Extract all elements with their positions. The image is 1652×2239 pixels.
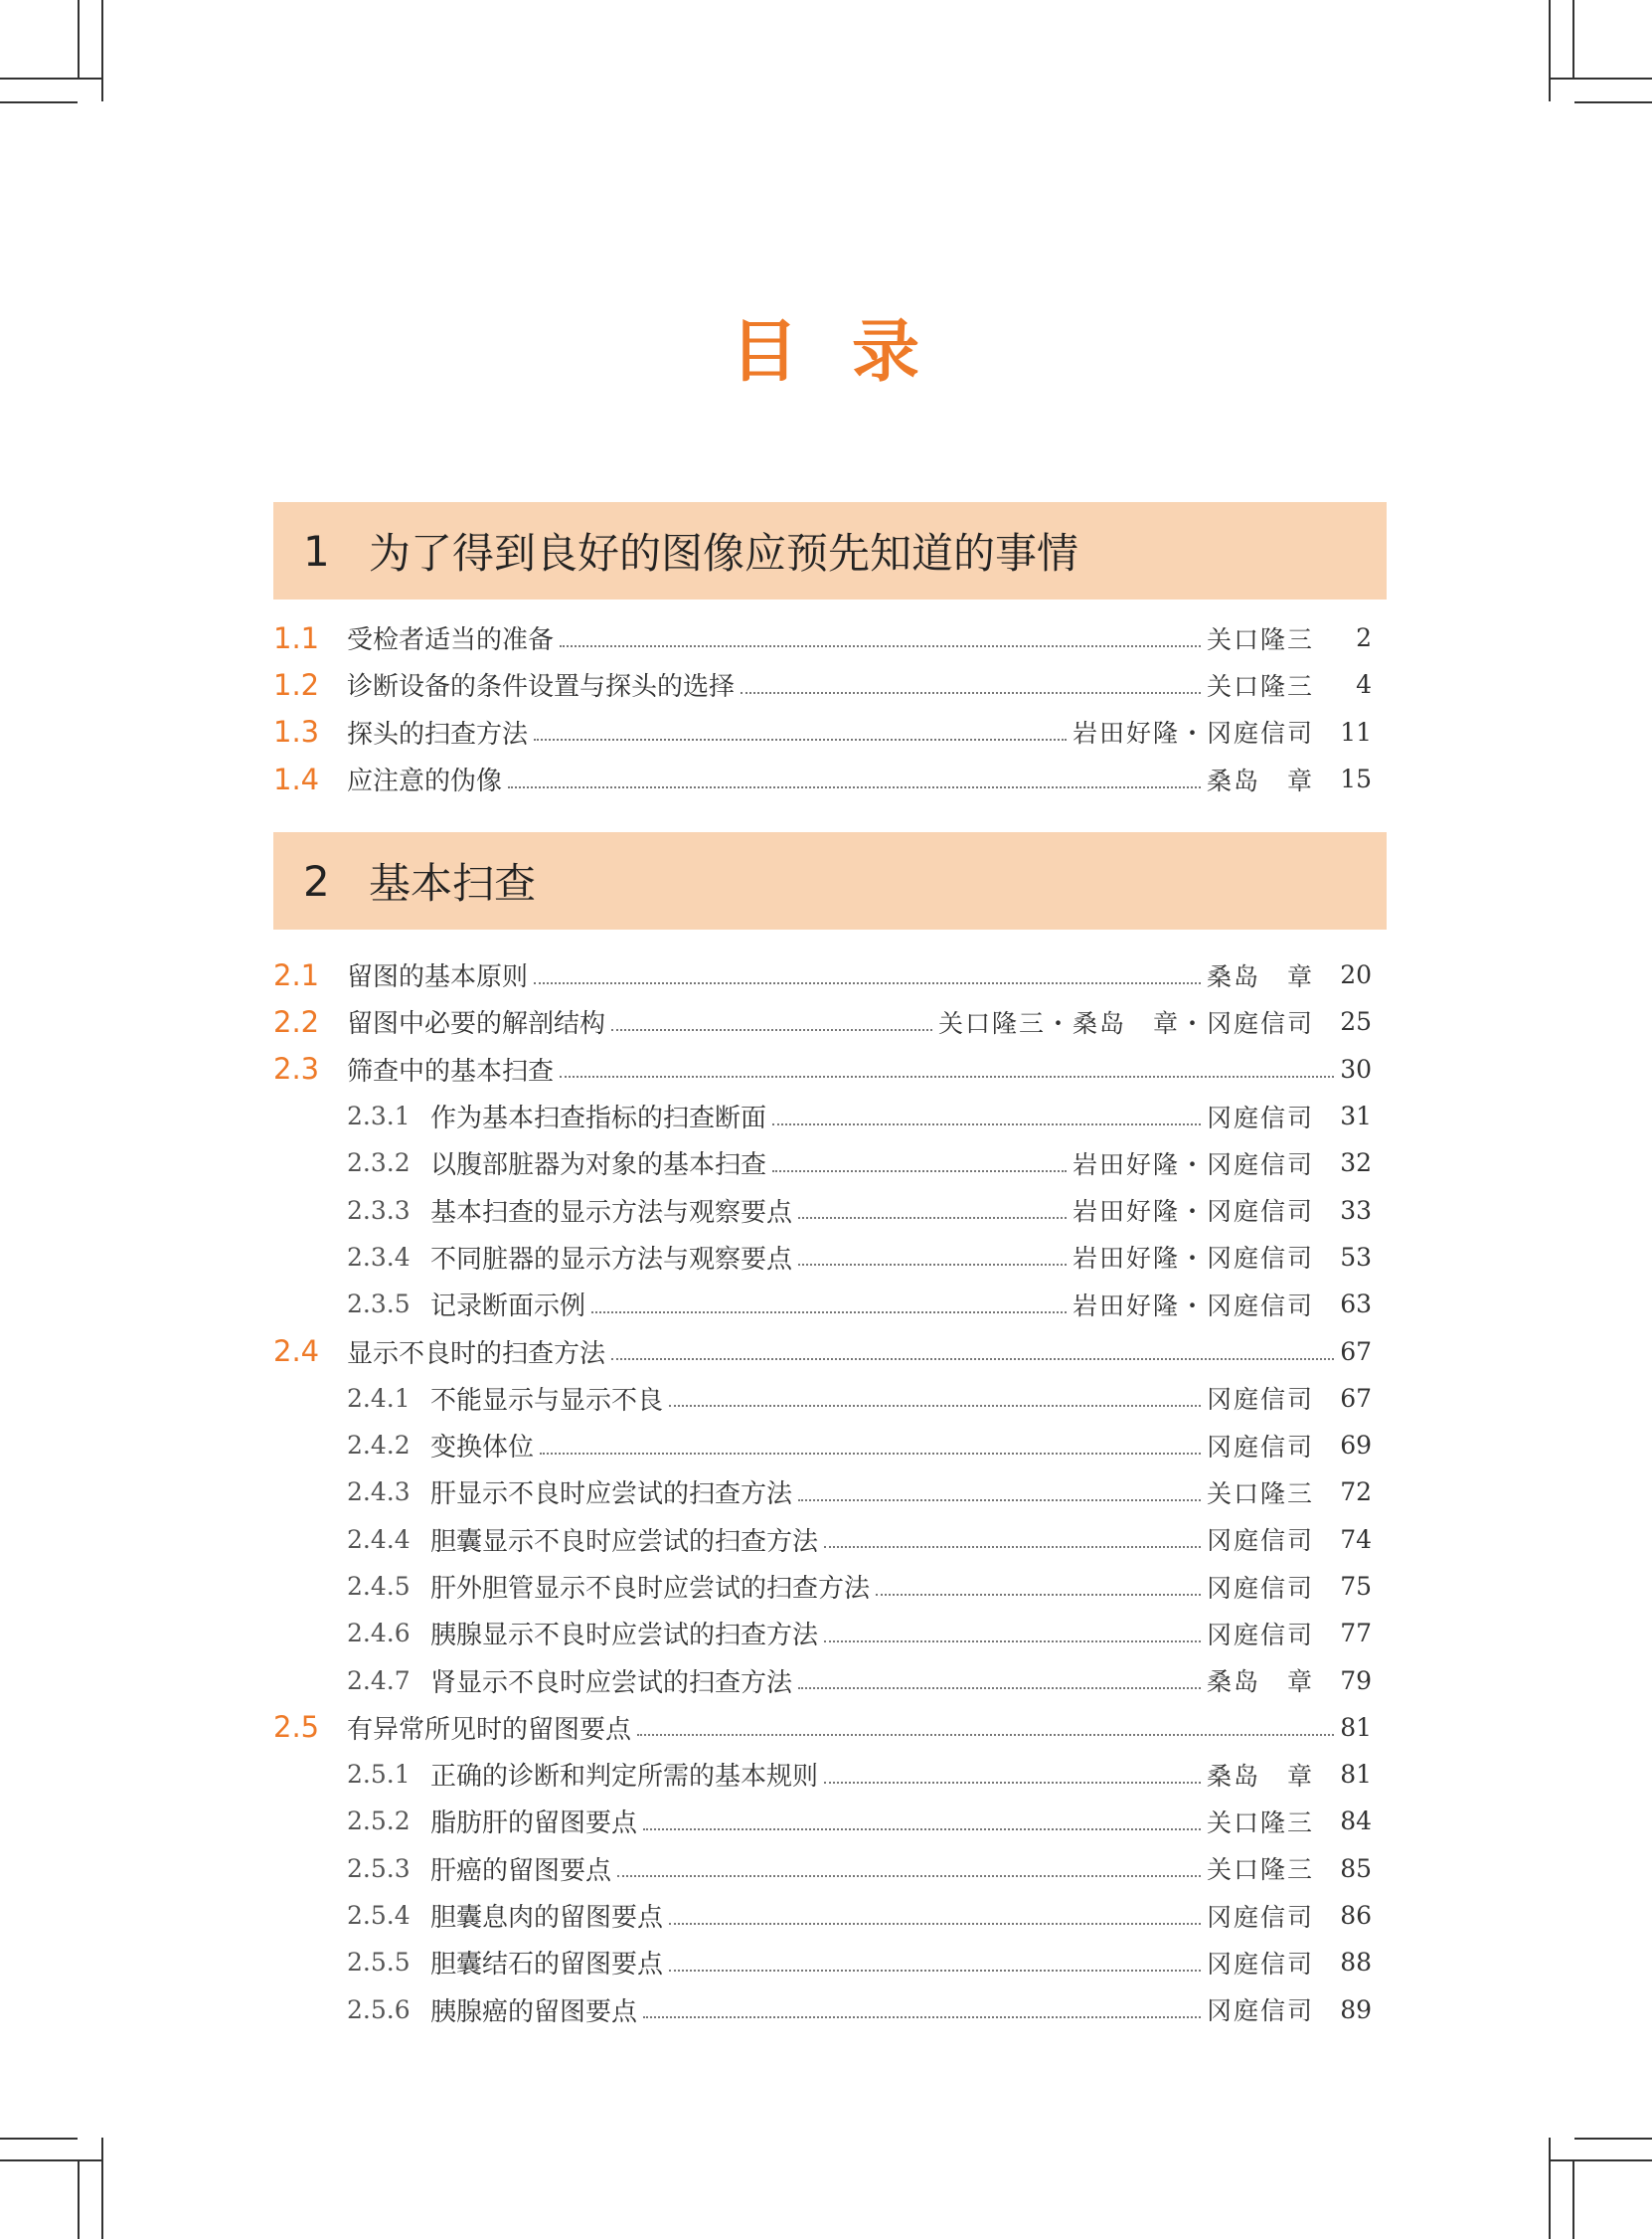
entry-title: 胆囊结石的留图要点	[430, 1950, 664, 1981]
entry-number: 2.5.6	[347, 1994, 411, 2024]
toc-entry[interactable]	[273, 998, 1372, 1045]
toc-entry[interactable]	[273, 1281, 1372, 1327]
entry-page: 86	[1340, 1901, 1372, 1931]
entry-title: 基本扫查的显示方法与观察要点	[430, 1197, 793, 1228]
entry-number: 2.5.2	[347, 1807, 411, 1836]
entry-author: 关口隆三・桑岛 章・冈庭信司	[937, 1008, 1314, 1038]
entry-number: 2.4.2	[347, 1431, 411, 1461]
entry-author: 冈庭信司	[1206, 1573, 1314, 1603]
crop-mark	[1549, 2138, 1551, 2239]
entry-title: 正确的诊断和判定所需的基本规则	[430, 1762, 819, 1793]
entry-title: 筛查中的基本扫查	[347, 1056, 555, 1087]
entry-number: 2.4.7	[347, 1665, 411, 1695]
dot-leader	[669, 1405, 1201, 1407]
entry-number: 2.5.1	[347, 1760, 411, 1790]
entry-page: 53	[1340, 1242, 1372, 1272]
entry-title: 肝癌的留图要点	[430, 1855, 612, 1886]
entry-number: 1.1	[273, 620, 320, 655]
crop-mark	[0, 2159, 101, 2161]
entry-author: 冈庭信司	[1206, 1902, 1314, 1932]
entry-author: 冈庭信司	[1206, 1432, 1314, 1462]
entry-page: 4	[1356, 670, 1372, 700]
entry-author: 关口隆三	[1206, 671, 1314, 701]
entry-number: 2.3.3	[347, 1195, 411, 1225]
dot-leader	[643, 2016, 1201, 2018]
page-title	[0, 298, 1652, 395]
entry-title: 胰腺癌的留图要点	[430, 1996, 638, 2027]
chapter-number: 1	[303, 526, 330, 576]
entry-title: 脂肪肝的留图要点	[430, 1808, 638, 1839]
entry-title: 受检者适当的准备	[347, 625, 555, 656]
crop-mark	[1549, 0, 1551, 101]
dot-leader	[824, 1782, 1201, 1784]
entry-number: 2.5.3	[347, 1853, 411, 1883]
crop-mark	[0, 2138, 78, 2140]
entry-number: 2.3.5	[347, 1290, 411, 1319]
entry-author: 冈庭信司	[1206, 1103, 1314, 1132]
toc-entry[interactable]	[273, 709, 1372, 756]
dot-leader	[798, 1499, 1201, 1501]
dot-leader	[643, 1828, 1201, 1830]
entry-author: 冈庭信司	[1206, 1996, 1314, 2026]
title-char: 录	[852, 313, 922, 392]
entry-author: 岩田好隆・冈庭信司	[1072, 1197, 1314, 1227]
entry-number: 2.4.6	[347, 1619, 411, 1648]
toc-entry[interactable]	[273, 1610, 1372, 1656]
entry-page: 20	[1340, 960, 1372, 990]
entry-page: 67	[1340, 1336, 1372, 1366]
dot-leader	[560, 645, 1201, 647]
entry-page: 2	[1356, 623, 1372, 653]
entry-author: 岩田好隆・冈庭信司	[1072, 719, 1314, 749]
crop-mark	[101, 2138, 103, 2239]
crop-mark	[78, 0, 80, 78]
entry-author: 冈庭信司	[1206, 1620, 1314, 1649]
toc-entry[interactable]	[273, 951, 1372, 998]
dot-leader	[798, 1264, 1067, 1266]
toc-entry[interactable]	[273, 1751, 1372, 1798]
crop-mark	[1551, 2159, 1652, 2161]
entry-title: 有异常所见时的留图要点	[347, 1714, 632, 1745]
entry-page: 81	[1340, 1712, 1372, 1742]
toc-entry[interactable]	[273, 1704, 1372, 1751]
entry-title: 留图中必要的解剖结构	[347, 1009, 606, 1040]
dot-leader	[560, 1076, 1334, 1078]
dot-leader	[669, 1970, 1201, 1972]
dot-leader	[772, 1123, 1201, 1125]
crop-mark	[1574, 101, 1652, 103]
chapter-title: 基本扫查	[369, 859, 537, 908]
crop-mark	[1574, 2138, 1652, 2140]
title-char: 目	[730, 313, 800, 392]
entry-author: 关口隆三	[1206, 1478, 1314, 1508]
entry-title: 不能显示与显示不良	[430, 1385, 664, 1416]
crop-mark	[78, 2161, 80, 2239]
dot-leader	[534, 739, 1067, 741]
toc-entry[interactable]	[273, 1468, 1372, 1515]
crop-mark	[0, 101, 78, 103]
entry-page: 15	[1340, 765, 1372, 794]
toc-entry[interactable]	[273, 1327, 1372, 1374]
entry-number: 2.3.1	[347, 1102, 411, 1131]
entry-title: 肝显示不良时应尝试的扫查方法	[430, 1479, 793, 1510]
entry-page: 77	[1340, 1619, 1372, 1648]
entry-page: 32	[1340, 1148, 1372, 1178]
crop-mark	[101, 0, 103, 101]
dot-leader	[534, 982, 1201, 984]
entry-page: 63	[1340, 1290, 1372, 1319]
crop-mark	[1551, 78, 1652, 80]
entry-page: 88	[1340, 1948, 1372, 1978]
toc-entry[interactable]	[273, 614, 1372, 661]
dot-leader	[876, 1594, 1201, 1596]
dot-leader	[637, 1734, 1334, 1736]
entry-title: 留图的基本原则	[347, 962, 529, 993]
dot-leader	[824, 1546, 1201, 1548]
chapter-title: 为了得到良好的图像应预先知道的事情	[369, 529, 1079, 578]
toc-entry[interactable]	[273, 1186, 1372, 1233]
entry-number: 1.3	[273, 715, 320, 750]
entry-number: 1.4	[273, 762, 320, 796]
toc-entry[interactable]	[273, 756, 1372, 802]
entry-page: 30	[1340, 1054, 1372, 1084]
crop-mark	[0, 78, 101, 80]
toc-list	[273, 951, 1372, 2033]
entry-title: 不同脏器的显示方法与观察要点	[430, 1244, 793, 1275]
entry-page: 11	[1340, 717, 1372, 747]
entry-number: 2.5.4	[347, 1901, 411, 1931]
entry-page: 89	[1340, 1994, 1372, 2024]
toc-entry[interactable]	[273, 1798, 1372, 1844]
entry-number: 2.4.5	[347, 1572, 411, 1601]
entry-page: 79	[1340, 1665, 1372, 1695]
entry-page: 75	[1340, 1572, 1372, 1601]
entry-number: 2.3	[273, 1052, 320, 1087]
dot-leader	[824, 1640, 1201, 1642]
entry-page: 74	[1340, 1524, 1372, 1554]
entry-author: 关口隆三	[1206, 1855, 1314, 1885]
entry-number: 2.2	[273, 1004, 320, 1039]
toc-list	[273, 614, 1372, 802]
entry-page: 81	[1340, 1760, 1372, 1790]
entry-page: 84	[1340, 1807, 1372, 1836]
entry-title: 记录断面示例	[430, 1292, 586, 1322]
dot-leader	[798, 1217, 1067, 1219]
crop-mark	[1572, 2161, 1574, 2239]
entry-title: 以腹部脏器为对象的基本扫查	[430, 1150, 767, 1181]
entry-page: 69	[1340, 1431, 1372, 1461]
toc-entry[interactable]	[273, 1939, 1372, 1985]
entry-author: 桑岛 章	[1206, 766, 1314, 795]
toc-entry[interactable]	[273, 1375, 1372, 1422]
toc-entry[interactable]	[273, 1656, 1372, 1703]
entry-author: 岩田好隆・冈庭信司	[1072, 1149, 1314, 1179]
entry-page: 72	[1340, 1477, 1372, 1507]
entry-title: 显示不良时的扫查方法	[347, 1338, 606, 1369]
dot-leader	[611, 1358, 1334, 1360]
chapter-number: 2	[303, 856, 330, 906]
entry-author: 冈庭信司	[1206, 1526, 1314, 1556]
entry-page: 25	[1340, 1007, 1372, 1037]
entry-title: 变换体位	[430, 1433, 535, 1464]
dot-leader	[669, 1923, 1201, 1925]
crop-mark	[1572, 0, 1574, 78]
dot-leader	[617, 1875, 1201, 1877]
toc-entry[interactable]	[273, 661, 1372, 708]
entry-number: 2.3.4	[347, 1242, 411, 1272]
toc-entry[interactable]	[273, 1046, 1372, 1093]
entry-title: 作为基本扫查指标的扫查断面	[430, 1104, 767, 1134]
toc-entry[interactable]	[273, 1845, 1372, 1892]
entry-title: 胆囊息肉的留图要点	[430, 1903, 664, 1934]
toc-entry[interactable]	[273, 1892, 1372, 1939]
entry-number: 1.2	[273, 667, 320, 702]
entry-author: 桑岛 章	[1206, 961, 1314, 991]
entry-title: 诊断设备的条件设置与探头的选择	[347, 672, 736, 703]
entry-title: 胰腺显示不良时应尝试的扫查方法	[430, 1621, 819, 1651]
entry-page: 31	[1340, 1102, 1372, 1131]
entry-page: 33	[1340, 1195, 1372, 1225]
entry-title: 探头的扫查方法	[347, 719, 529, 750]
entry-number: 2.5	[273, 1710, 320, 1745]
entry-author: 关口隆三	[1206, 624, 1314, 654]
entry-number: 2.3.2	[347, 1148, 411, 1178]
entry-title: 胆囊显示不良时应尝试的扫查方法	[430, 1526, 819, 1557]
entry-author: 桑岛 章	[1206, 1761, 1314, 1791]
entry-author: 关口隆三	[1206, 1808, 1314, 1837]
chapter-heading	[273, 502, 1387, 600]
entry-page: 67	[1340, 1383, 1372, 1413]
toc-entry[interactable]	[273, 1422, 1372, 1468]
dot-leader	[611, 1029, 932, 1031]
entry-title: 应注意的伪像	[347, 767, 503, 797]
entry-number: 2.5.5	[347, 1948, 411, 1978]
toc-entry[interactable]	[273, 1986, 1372, 2033]
dot-leader	[508, 786, 1201, 788]
dot-leader	[540, 1453, 1201, 1455]
chapter-heading	[273, 832, 1387, 930]
entry-page: 85	[1340, 1853, 1372, 1883]
dot-leader	[741, 692, 1201, 694]
toc-entry[interactable]	[273, 1563, 1372, 1610]
entry-title: 肝外胆管显示不良时应尝试的扫查方法	[430, 1574, 871, 1604]
dot-leader	[591, 1311, 1067, 1313]
toc-entry[interactable]	[273, 1516, 1372, 1563]
entry-title: 肾显示不良时应尝试的扫查方法	[430, 1667, 793, 1698]
entry-author: 岩田好隆・冈庭信司	[1072, 1291, 1314, 1320]
entry-author: 桑岛 章	[1206, 1667, 1314, 1697]
entry-author: 冈庭信司	[1206, 1949, 1314, 1979]
entry-number: 2.4.3	[347, 1477, 411, 1507]
toc-entry[interactable]	[273, 1234, 1372, 1281]
entry-author: 岩田好隆・冈庭信司	[1072, 1244, 1314, 1274]
dot-leader	[772, 1170, 1067, 1172]
entry-author: 冈庭信司	[1206, 1385, 1314, 1415]
entry-number: 2.1	[273, 957, 320, 992]
entry-number: 2.4.4	[347, 1524, 411, 1554]
entry-number: 2.4.1	[347, 1383, 411, 1413]
dot-leader	[798, 1687, 1201, 1689]
toc-entry[interactable]	[273, 1139, 1372, 1186]
entry-number: 2.4	[273, 1334, 320, 1369]
toc-entry[interactable]	[273, 1093, 1372, 1139]
